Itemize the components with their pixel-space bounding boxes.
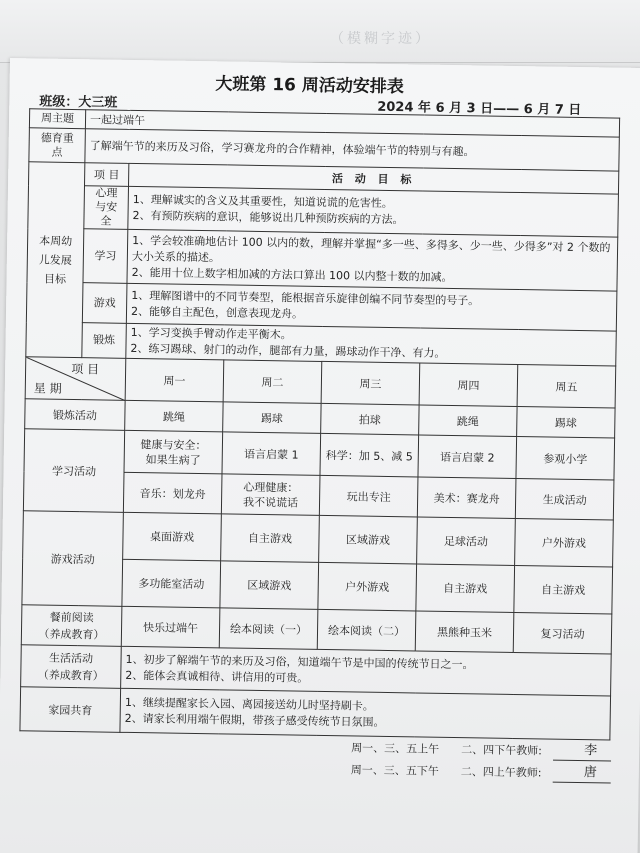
goal-line: 1、学习变换手臂动作走平衡木。 [130, 325, 292, 342]
learning-cell: 语言启蒙 2 [418, 435, 517, 479]
reading-label: 餐前阅读 （养成教育） [21, 605, 122, 647]
previous-page-edge [0, 0, 640, 63]
reading-cell: 黑熊种玉米 [415, 611, 514, 653]
weekday-header: 周五 [517, 365, 616, 409]
games-cell: 自主游戏 [514, 565, 613, 614]
weekday-header-row [25, 357, 616, 408]
goal-line: 1、理解诚实的含义及其重要性，知道说谎的危害性。 [132, 192, 393, 211]
games-cell: 区域游戏 [220, 561, 319, 610]
corner-header [25, 357, 126, 401]
home-row [20, 687, 611, 740]
weekday-header: 周一 [125, 358, 224, 402]
learning-cell: 健康与安全： 如果生病了 [124, 430, 223, 474]
goal-area: 锻炼 [82, 323, 127, 359]
games-label: 游戏活动 [22, 511, 123, 607]
teacher-line [351, 739, 611, 759]
games-row [23, 511, 614, 567]
home-line: 2、请家长利用端午假期，带孩子感受传统节日氛围。 [124, 711, 385, 729]
goal-line: 2、能够自主配色，创意表现龙舟。 [130, 304, 304, 321]
reading-cell: 复习活动 [513, 612, 612, 654]
goal-line: 2、有预防疾病的意识，能够说出几种预防疾病的方法。 [132, 208, 404, 227]
reading-cell: 快乐过端午 [121, 606, 220, 648]
teacher-name: 李 [584, 743, 598, 759]
goal-line: 2、练习踢球、射门的动作，腿部有力量，踢球动作干净、有力。 [130, 341, 446, 360]
learning-cell: 心理健康： 我不说谎话 [221, 474, 320, 516]
schedule-table [19, 108, 620, 740]
reading-cell: 绘本阅读（二） [317, 609, 416, 651]
life-line: 2、能体会真诚相待、讲信用的可贵。 [125, 668, 309, 685]
goal-line: 1、学会较准确地估计 100 以内的数，理解并掌握“多一些、多得多、少一些、少得多”对 2 个数的大小关系的描述。 [131, 233, 611, 264]
home-line: 1、继续提醒家长入园、离园接送幼儿时坚持刷卡。 [124, 695, 374, 713]
games-cell: 户外游戏 [318, 562, 417, 611]
goal-line: 2、能用十位上数字相加减的方法口算出 100 以内整十数的加减。 [131, 265, 453, 284]
goal-line: 1、理解图谱中的不同节奏型，能根据音乐旋律创编不同节奏型的号子。 [131, 288, 480, 307]
moral-value: 了解端午节的来历及习俗，学习赛龙舟的合作精神，体验端午节的特别与有趣。 [85, 129, 620, 171]
exercise-cell: 踢球 [517, 407, 616, 439]
exercise-cell: 拍球 [321, 403, 419, 435]
previous-page-faint-text: （模糊字迹） [330, 31, 432, 47]
goal-area: 游戏 [82, 283, 127, 324]
goal-row [27, 228, 618, 291]
signature-underline [553, 782, 611, 784]
page-title: 大班第 16 周活动安排表 [215, 74, 404, 98]
games-cell: 桌面游戏 [123, 512, 222, 561]
theme-value: 一起过端午 [85, 110, 619, 137]
learning-cell: 音乐：划龙舟 [123, 472, 222, 514]
learning-label: 学习活动 [23, 429, 124, 513]
learning-cell: 生成活动 [515, 478, 614, 520]
learning-cell: 科学：加 5、减 5 [320, 433, 419, 477]
home-label: 家园共育 [20, 687, 121, 733]
learning-cell: 参观小学 [516, 437, 615, 481]
learning-row [24, 429, 615, 480]
exercise-label: 锻炼活动 [25, 399, 125, 431]
teacher-line [351, 761, 611, 781]
learning-cell: 语言启蒙 1 [222, 432, 321, 476]
goals-section-label: 本周幼儿发展目标 [26, 162, 85, 358]
corner-item-label: 项 目 [71, 362, 100, 377]
weekday-header: 周二 [223, 360, 322, 404]
corner-weekday-label: 星 期 [33, 381, 62, 396]
class-label: 班级：大三班 [39, 94, 118, 111]
theme-label: 周主题 [29, 109, 85, 129]
exercise-cell: 跳绳 [419, 405, 517, 437]
games-cell: 足球活动 [417, 517, 516, 566]
life-label: 生活活动 （养成教育） [21, 645, 122, 689]
teacher-name: 唐 [583, 765, 597, 781]
moral-label: 德育重点 [29, 128, 86, 163]
goal-area: 心理与安全 [84, 186, 129, 230]
learning-cell: 玩出专注 [319, 475, 418, 517]
reading-cell: 绘本阅读（一） [219, 608, 318, 650]
weekday-header: 周四 [419, 363, 518, 407]
games-cell: 自主游戏 [221, 514, 320, 563]
games-cell: 多功能室活动 [122, 559, 221, 608]
teacher-schedule: 周一、三、五下午 二、四上午教师: [350, 763, 542, 780]
exercise-cell: 踢球 [223, 402, 321, 434]
date-range: 2024 年 6 月 3 日—— 6 月 7 日 [377, 99, 582, 118]
weekday-header: 周三 [321, 361, 420, 405]
goal-area: 学习 [83, 229, 128, 284]
schedule-sheet [0, 58, 640, 853]
goals-goal-header: 活 动 目 标 [128, 163, 618, 194]
goals-item-header: 项 目 [85, 163, 129, 187]
life-line: 1、初步了解端午节的来历及习俗，知道端午节是中国的传统节日之一。 [125, 652, 474, 671]
learning-cell: 美术：赛龙舟 [417, 477, 516, 519]
games-cell: 户外游戏 [515, 518, 614, 567]
exercise-cell: 跳绳 [125, 400, 223, 432]
games-cell: 自主游戏 [416, 564, 515, 613]
signature-underline [553, 760, 611, 762]
teacher-schedule: 周一、三、五上午 二、四下午教师: [351, 741, 543, 758]
games-cell: 区域游戏 [319, 515, 418, 564]
